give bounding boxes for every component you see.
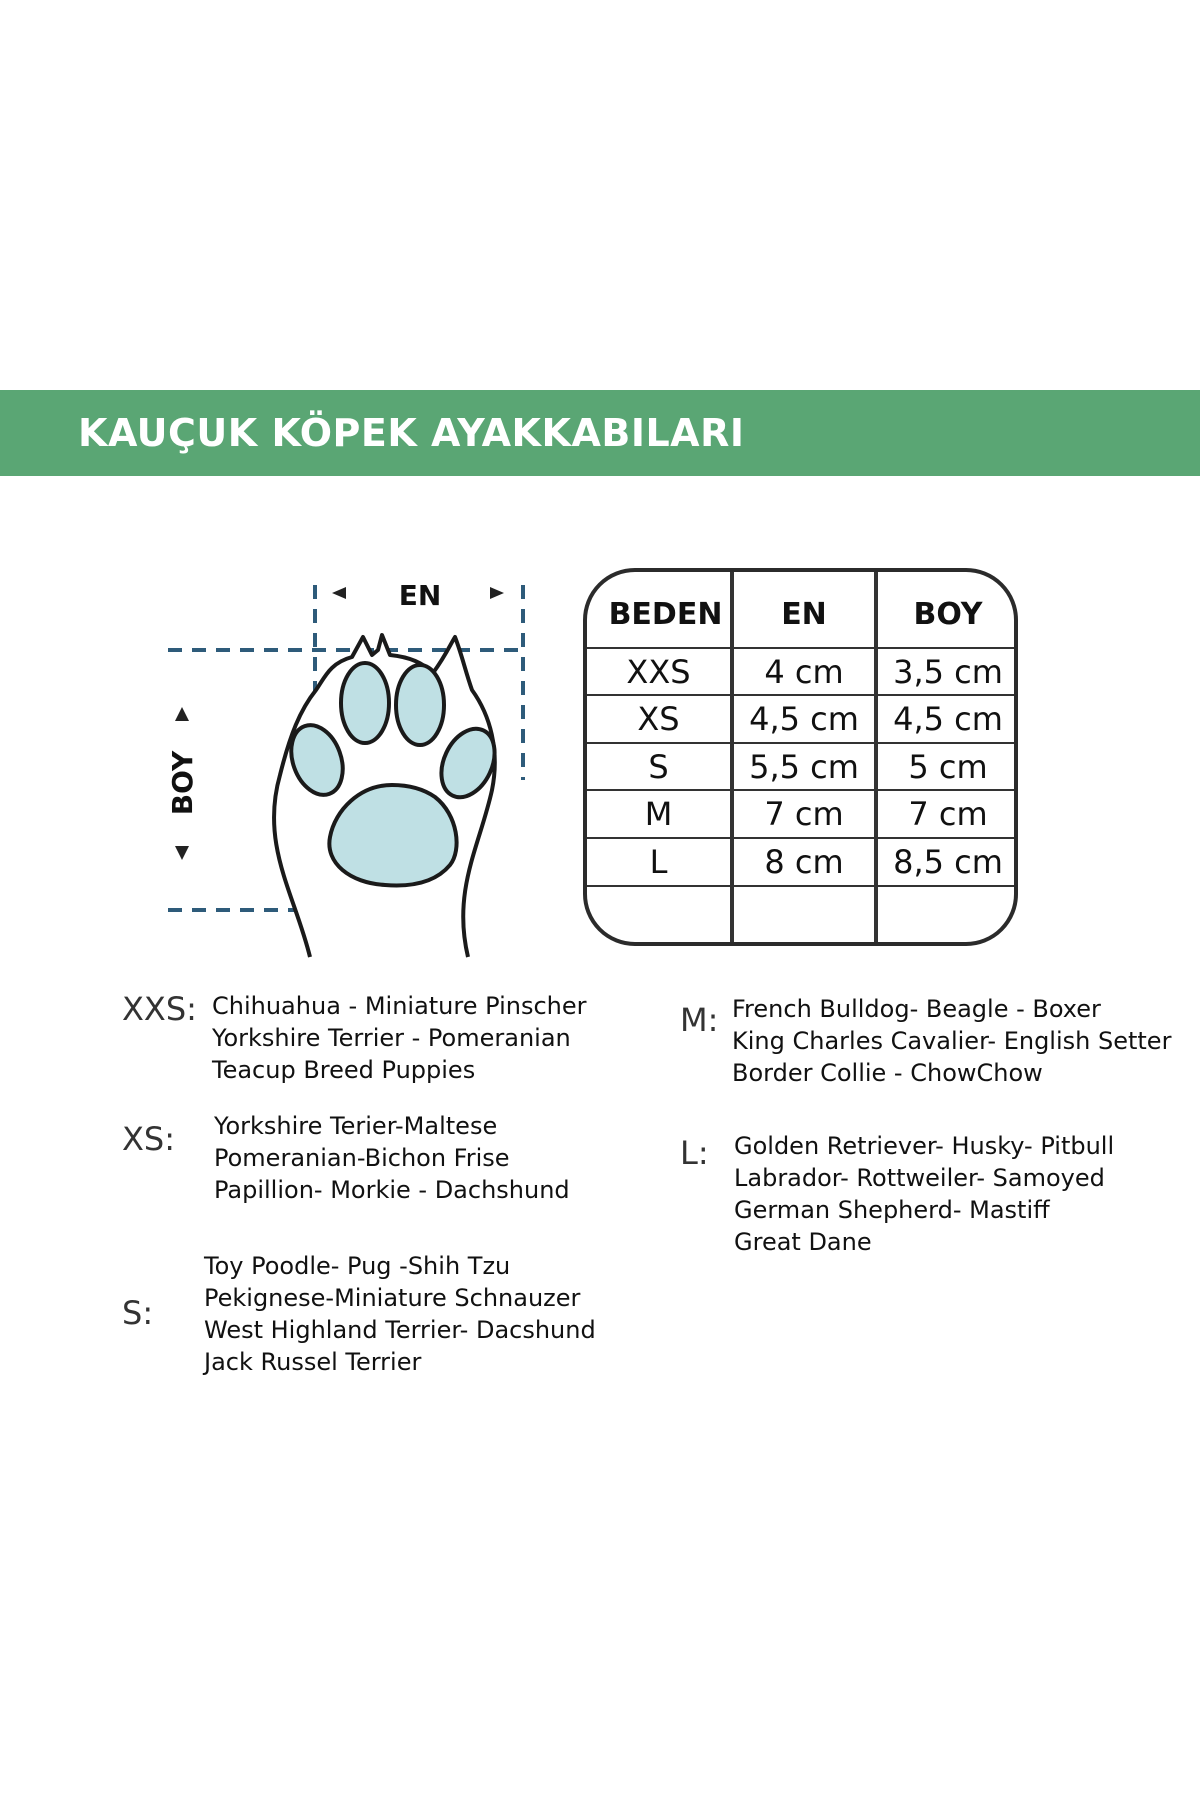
breed-line: Golden Retriever- Husky- Pitbull bbox=[734, 1132, 1115, 1160]
breed-line: Jack Russel Terrier bbox=[204, 1348, 422, 1376]
breed-line: Great Dane bbox=[734, 1228, 872, 1256]
breed-list bbox=[734, 1130, 1114, 1258]
breed-list bbox=[204, 1250, 596, 1378]
breed-line: Border Collie - ChowChow bbox=[732, 1059, 1043, 1087]
breed-line: Teacup Breed Puppies bbox=[212, 1056, 476, 1084]
paw-measurement-diagram bbox=[120, 545, 540, 965]
breed-size-code: XXS: bbox=[122, 990, 197, 1028]
breed-line: Chihuahua - Miniature Pinscher bbox=[212, 992, 587, 1020]
table-cell-width: 8 cm bbox=[764, 843, 844, 881]
paw-pad-toe-2 bbox=[396, 665, 444, 745]
table-header-width: EN bbox=[781, 597, 827, 632]
breed-line: Yorkshire Terier-Maltese bbox=[214, 1112, 498, 1140]
table-cell-length: 7 cm bbox=[908, 795, 988, 833]
table-divider bbox=[587, 885, 1014, 887]
length-label: BOY bbox=[166, 750, 199, 816]
table-header-length: BOY bbox=[913, 597, 983, 632]
breed-size-code: L: bbox=[680, 1134, 709, 1172]
boy-up-arrow-icon bbox=[175, 707, 189, 721]
en-right-arrow-icon bbox=[490, 587, 504, 599]
breed-line: Pomeranian-Bichon Frise bbox=[214, 1144, 510, 1172]
breed-line: Yorkshire Terrier - Pomeranian bbox=[212, 1024, 571, 1052]
breed-line: Toy Poodle- Pug -Shih Tzu bbox=[204, 1252, 511, 1280]
table-cell-width: 7 cm bbox=[764, 795, 844, 833]
breed-size-code: XS: bbox=[122, 1120, 176, 1158]
en-left-arrow-icon bbox=[332, 587, 346, 599]
table-cell-length: 4,5 cm bbox=[893, 700, 1003, 738]
breed-list bbox=[214, 1110, 570, 1206]
table-cell-size: M bbox=[644, 795, 673, 833]
boy-down-arrow-icon bbox=[175, 846, 189, 860]
table-cell-length: 8,5 cm bbox=[893, 843, 1003, 881]
table-cell-size: L bbox=[649, 843, 668, 881]
breed-line: King Charles Cavalier- English Setter bbox=[732, 1027, 1172, 1055]
size-table-grid bbox=[587, 572, 1014, 942]
breed-line: Pekignese-Miniature Schnauzer bbox=[204, 1284, 581, 1312]
breed-size-code: M: bbox=[680, 1001, 719, 1039]
table-cell-length: 3,5 cm bbox=[893, 652, 1003, 691]
table-cell-length: 5 cm bbox=[908, 747, 988, 786]
paw-pad-toe-1 bbox=[341, 663, 389, 743]
table-cell-size: XXS bbox=[626, 652, 691, 691]
table-cell-width: 5,5 cm bbox=[749, 747, 859, 786]
table-cell-width: 4 cm bbox=[764, 652, 844, 691]
table-cell-size: XS bbox=[637, 700, 680, 738]
width-label: EN bbox=[398, 579, 442, 612]
breed-line: West Highland Terrier- Dacshund bbox=[204, 1316, 596, 1344]
breed-line: German Shepherd- Mastiff bbox=[734, 1196, 1050, 1224]
size-table bbox=[583, 568, 1018, 946]
breed-list bbox=[732, 993, 1171, 1089]
table-cell-width: 4,5 cm bbox=[749, 700, 859, 738]
breed-line: Papillion- Morkie - Dachshund bbox=[214, 1176, 570, 1204]
breed-list bbox=[212, 990, 587, 1086]
breed-line: Labrador- Rottweiler- Samoyed bbox=[734, 1164, 1105, 1192]
breed-line: French Bulldog- Beagle - Boxer bbox=[732, 995, 1101, 1023]
table-cell-size: S bbox=[648, 747, 669, 786]
breed-size-code: S: bbox=[122, 1294, 154, 1332]
page-title: KAUÇUK KÖPEK AYAKKABILARI bbox=[78, 411, 745, 455]
table-header-size: BEDEN bbox=[608, 597, 723, 632]
title-banner bbox=[0, 390, 1200, 476]
